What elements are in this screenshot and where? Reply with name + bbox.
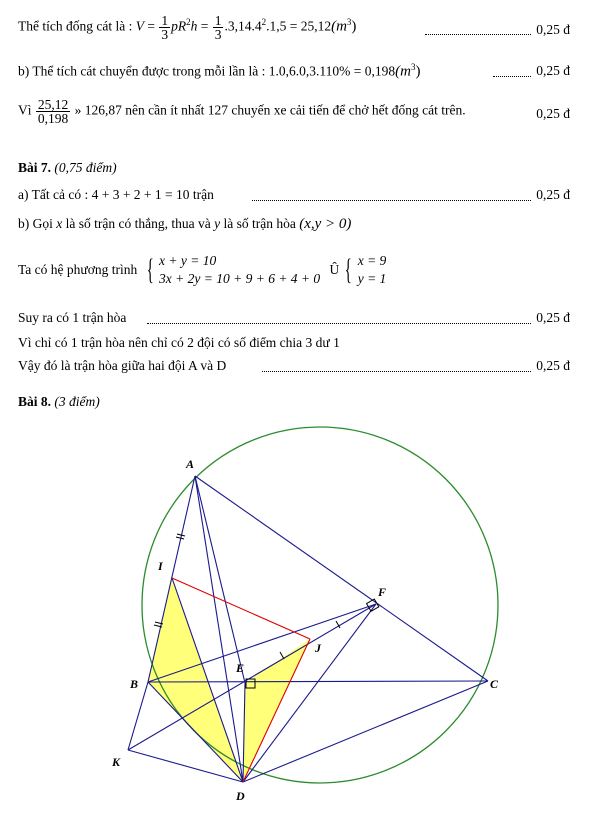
segment-IJ <box>172 578 310 639</box>
label-I: I <box>158 559 163 573</box>
label-D: D <box>236 789 245 803</box>
line-one-draw: Suy ra có 1 trận hòa <box>18 310 127 325</box>
fraction: $\frac{25,12}{0,198}$ <box>37 97 69 126</box>
fraction: $\frac{1}{3}$ <box>161 13 169 42</box>
system-1: x + y = 10 3x + 2y = 10 + 9 + 6 + 4 + 0 <box>159 253 321 286</box>
label-B: B <box>130 677 139 691</box>
label-J: J <box>315 641 321 655</box>
label-A: A <box>186 457 195 471</box>
problem-7-heading: Bài 7. (0,75 điểm) <box>18 160 117 175</box>
tick-AI <box>176 537 184 539</box>
label-F: F <box>378 585 387 599</box>
system-2: x = 9 y = 1 <box>357 253 387 286</box>
score: 0,25 đ <box>536 310 570 325</box>
label-E: E <box>236 661 245 675</box>
score: 0,25 đ <box>536 63 570 78</box>
line-volume: Thể tích đống cát là : V = $\frac{1}{3}$ $pR^2h$ = $\frac{1}{3}$ $.3,14.4^2.1,5 = 25,12(m^3)$ <box>18 13 357 42</box>
problem-8-heading: Bài 8. (3 điểm) <box>18 394 100 409</box>
brace: { <box>146 253 154 286</box>
brace: { <box>344 253 353 286</box>
line-transport: b) Thể tích cát chuyển được trong mỗi lần là : $1.0,6.0,3.110\% = 0,198(m^3)$ <box>18 62 421 80</box>
score: 0,25 đ <box>536 106 570 121</box>
line-conclusion: Vậy đó là trận hòa giữa hai đội A và D <box>18 358 227 373</box>
line-remainder: Vì chỉ có 1 trận hòa nên chỉ có 2 đội có số điểm chia 3 dư 1 <box>18 335 340 350</box>
tick-EJ <box>280 652 284 659</box>
line-variables: b) Gọi x là số trận có thắng, thua và y là số trận hòa (x,y > 0) <box>18 216 352 232</box>
label-K: K <box>112 755 121 769</box>
score: 0,25 đ <box>536 22 570 37</box>
line-trips: Vì $\frac{25,12}{0,198}$ » 126,87 nên cần ít nhất 127 chuyến xe cải tiến để chở hết đống cát trên. <box>18 97 466 126</box>
line-system: Ta có hệ phương trình { x + y = 10 3x + 2y = 10 + 9 + 6 + 4 + 0 Û { x = 9 y = 1 <box>18 253 387 286</box>
line-total-matches: a) Tất cả có : 4 + 3 + 2 + 1 = 10 trận <box>18 187 214 202</box>
score: 0,25 đ <box>536 187 570 202</box>
yellow-triangle-left <box>148 578 243 782</box>
score: 0,25 đ <box>536 358 570 373</box>
label-C: C <box>490 677 499 691</box>
fraction: $\frac{1}{3}$ <box>214 13 222 42</box>
